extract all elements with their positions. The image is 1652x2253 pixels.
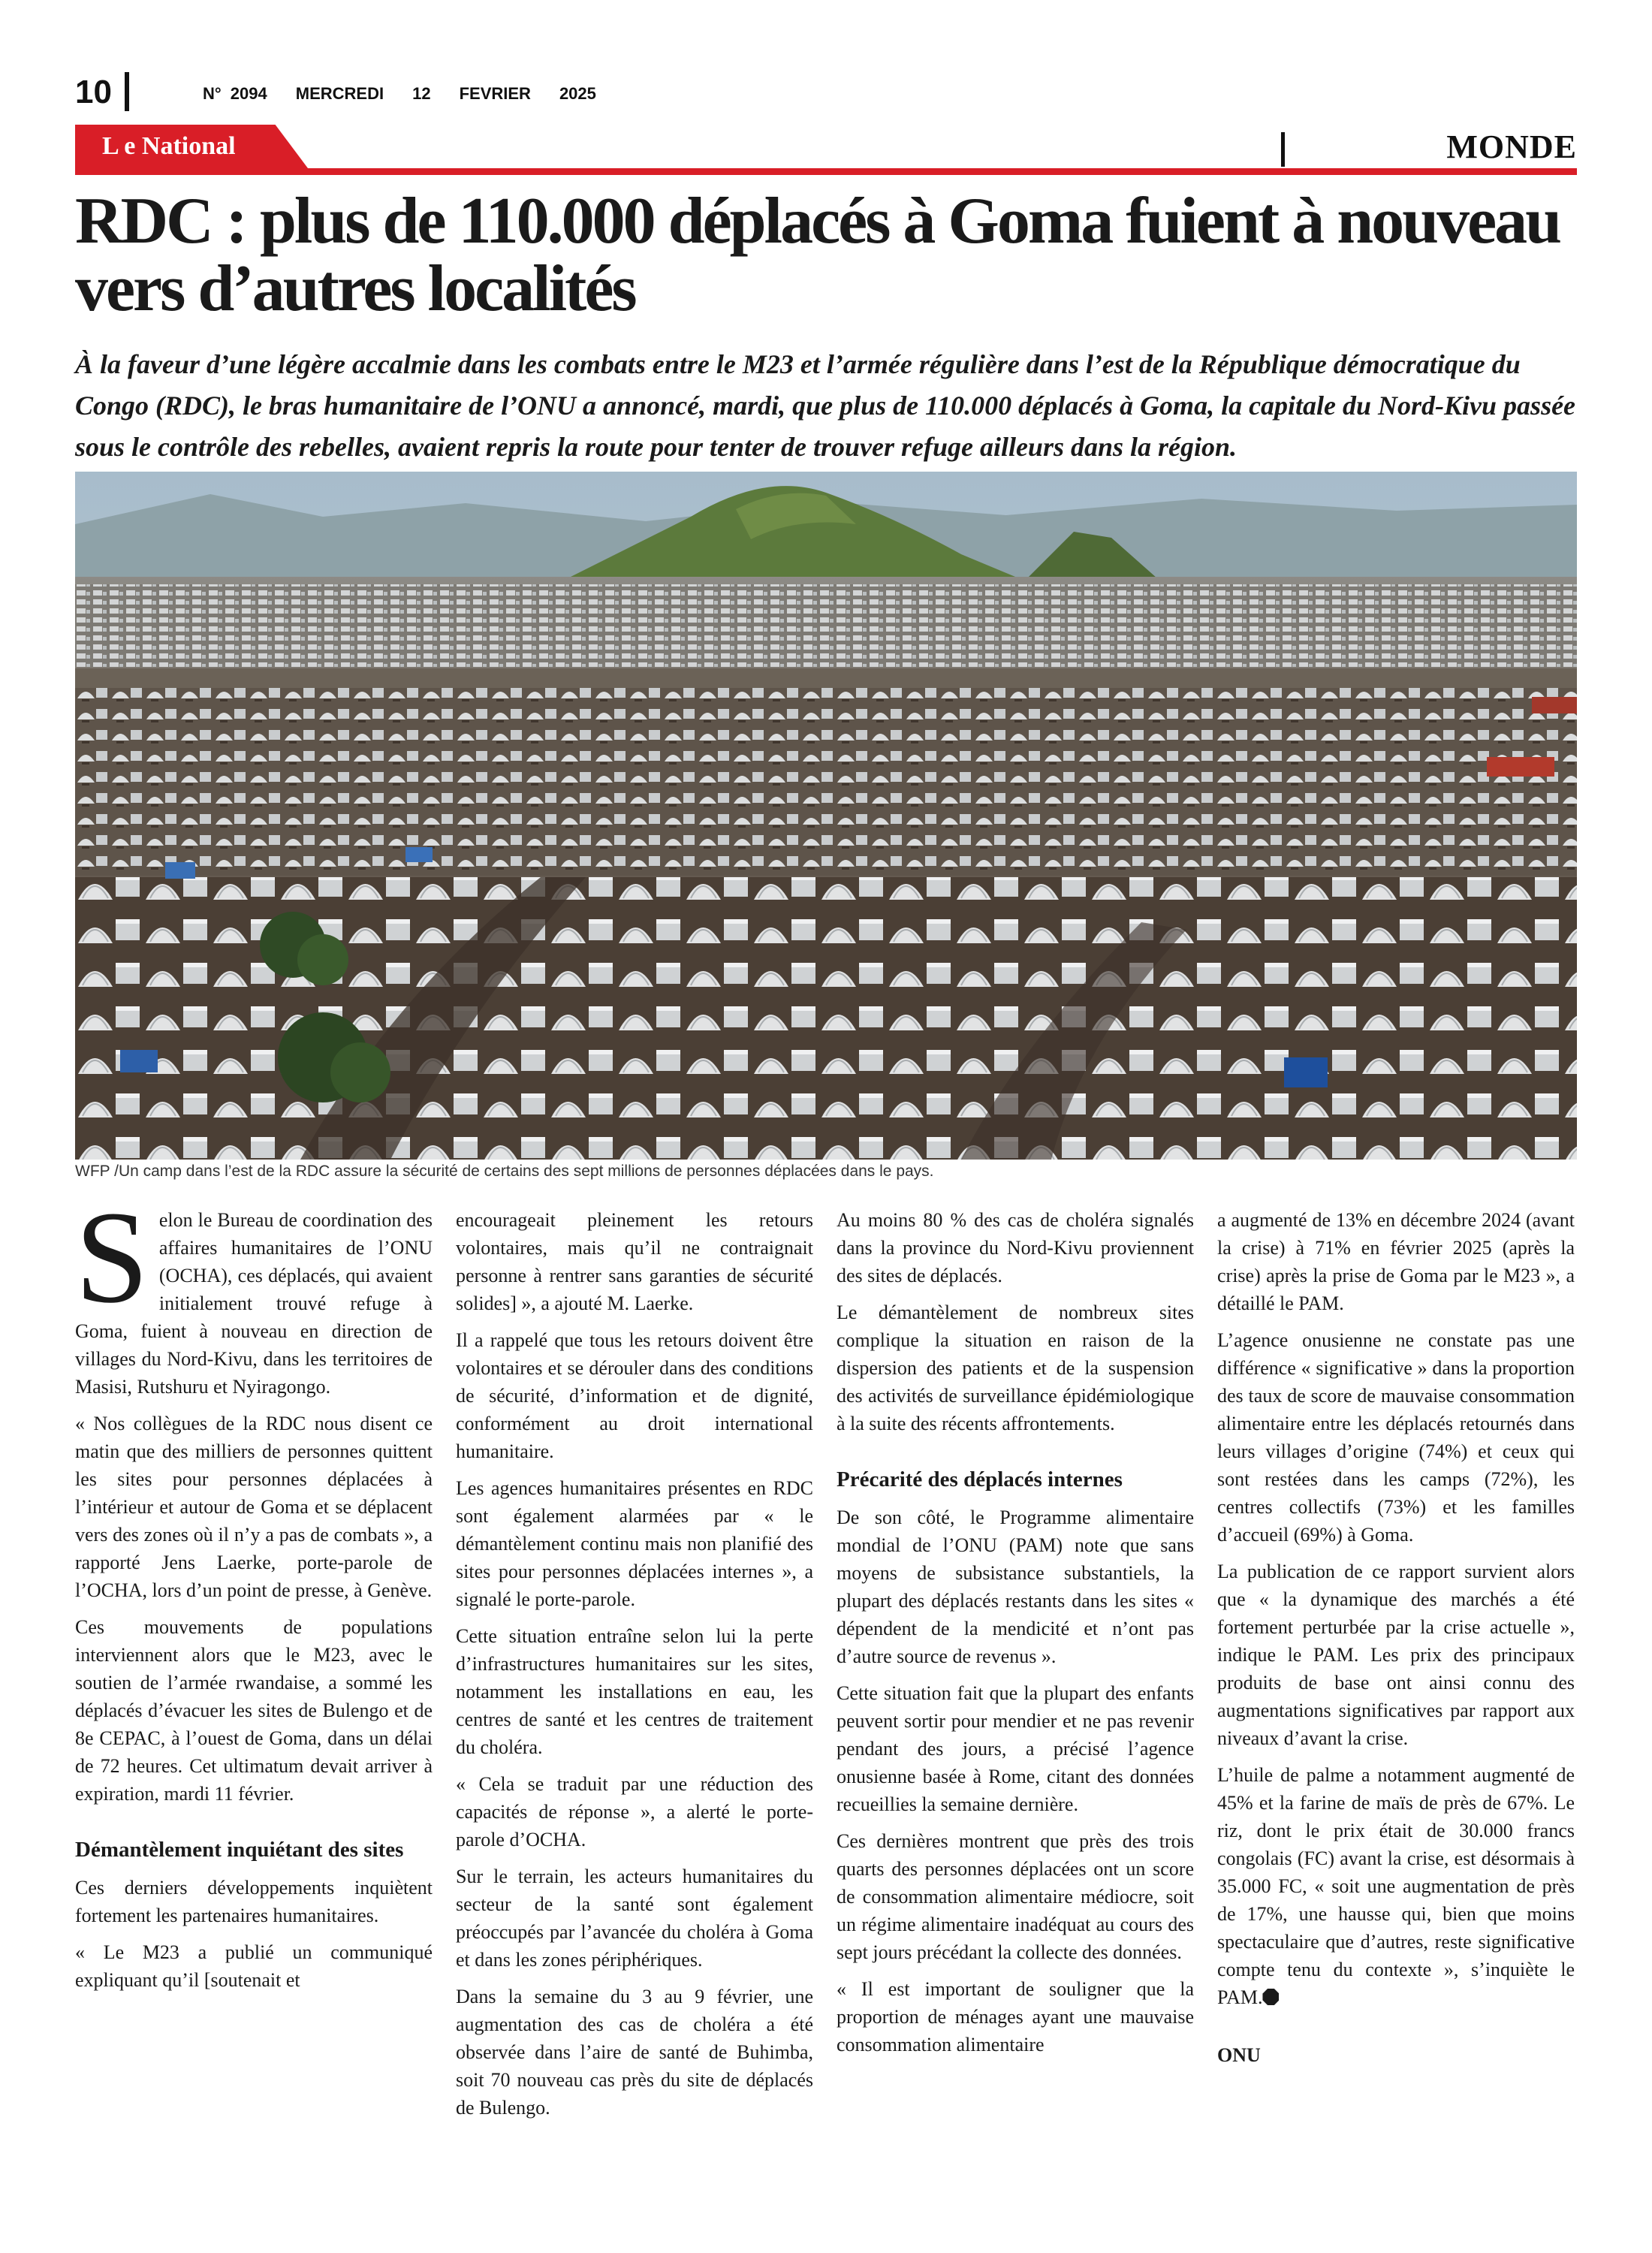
paragraph: L’agence onusienne ne constate pas une différence « significative » dans la proportion des taux de score de mauvaise consommation alimentaire entre les déplacés retournés dans leurs villages d’origine (74%) et ceux qui sont restées dans les camps (72%), les centres collectifs (73%) et les familles d’accueil (69%) à Goma. — [1217, 1329, 1575, 1546]
section-divider — [1281, 132, 1285, 167]
issue-day: 12 — [412, 84, 431, 103]
section-label: MONDE — [1446, 128, 1577, 165]
paragraph — [1217, 1761, 1575, 2011]
subheading: Démantèlement inquiétant des sites — [75, 1838, 404, 1862]
article-column-3 — [837, 1206, 1194, 2068]
paragraph-text: elon le Bureau de coordination des affaires humanitaires de l’ONU (OCHA), ces déplacés, qui avaient initialement trouvé refuge à Goma, fuient à nouveau en direction de villages du Nord-Kivu, dans les territoires de Masisi, Rutshuru et Nyiragongo. — [75, 1209, 433, 1398]
paragraph: Au moins 80 % des cas de choléra signalés dans la province du Nord-Kivu proviennent des sites de déplacés. — [837, 1209, 1194, 1286]
paragraph: Il a rappelé que tous les retours doivent être volontaires et se dérouler dans des conditions de sécurité, d’information et de dignité, conformément au droit international humanitaire. — [456, 1329, 813, 1462]
drop-cap: S — [75, 1184, 149, 1331]
paragraph: « Le M23 a publié un communiqué expliquant qu’il [soutenait et — [75, 1941, 433, 1991]
paragraph: Ces derniers développements inquiètent fortement les partenaires humanitaires. — [75, 1877, 433, 1926]
issue-line — [203, 84, 625, 104]
article-column-2 — [456, 1206, 813, 2131]
issue-month: FEVRIER — [459, 84, 531, 103]
paragraph: « Cela se traduit par une réduction des capacités de réponse », a alerté le porte-parole d’OCHA. — [456, 1773, 813, 1850]
subheading: Précarité des déplacés internes — [837, 1467, 1123, 1491]
paragraph: Les agences humanitaires présentes en RDC sont également alarmées par « le démantèlement continu mais non planifié des sites pour personnes déplacées internes », a signalé le porte-parole. — [456, 1477, 813, 1610]
paragraph: De son côté, le Programme alimentaire mondial de l’ONU (PAM) note que sans moyens de subsistance substantiels, la plupart des déplacés restants dans les sites « dépendent de la mendicité et n’ont pas d’autre source de revenus ». — [837, 1507, 1194, 1667]
paragraph: a augmenté de 13% en décembre 2024 (avant la crise) à 71% en février 2025 (après la crise) après la prise de Goma par le M23 », a détaillé le PAM. — [1217, 1209, 1575, 1314]
paragraph: « Nos collègues de la RDC nous disent ce matin que des milliers de personnes quittent les sites pour personnes déplacées à l’intérieur et autour de Goma et se déplacent vers des zones où il n’y a pas de combats », a rapporté Jens Laerke, porte-parole de l’OCHA, lors d’un point de presse, à Genève. — [75, 1413, 433, 1601]
header-rule — [75, 168, 1577, 175]
article-headline: RDC : plus de 110.000 déplacés à Goma fuient à nouveau vers d’autres localités — [75, 185, 1560, 325]
article-signature: ONU — [1217, 2044, 1261, 2066]
end-of-article-icon — [1262, 1989, 1279, 2005]
page-number: 10 — [75, 74, 112, 110]
paragraph-text: L’huile de palme a notamment augmenté de 45% et la farine de maïs de près de 67%. Le riz, dont le prix était de 30.000 francs congolais (FC) avant la crise, est désormais à 35.000 FC, « soit une augmentation de près de 17%, une hausse qui, bien que moins spectaculaire que d’autres, reste significative compte tenu du contexte », s’inquiète le PAM. — [1217, 1764, 1575, 2008]
paragraph: Ces mouvements de populations interviennent alors que le M23, avec le soutien de l’armée rwandaise, a sommé les déplacés d’évacuer les sites de Bulengo et de 8e CEPAC, à l’ouest de Goma, dans un délai de 72 heures. Cet ultimatum devait arriver à expiration, mardi 11 février. — [75, 1616, 433, 1805]
paragraph: Le démantèlement de nombreux sites complique la situation en raison de la dispersion des patients et de la suspension des activités de surveillance épidémiologique à la suite des récents affrontements. — [837, 1301, 1194, 1434]
article-column-4 — [1217, 1206, 1575, 2078]
article-column-1 — [75, 1184, 433, 2003]
issue-weekday: MERCREDI — [295, 84, 384, 103]
paragraph: Cette situation entraîne selon lui la perte d’infrastructures humanitaires sur les sites, notamment les installations en eau, les centres de santé et les centres de traitement du choléra. — [456, 1625, 813, 1758]
issue-year: 2025 — [559, 84, 596, 103]
paragraph: Dans la semaine du 3 au 9 février, une augmentation des cas de choléra a été observée dans l’aire de santé de Buhimba, soit 70 nouveau cas près du site de déplacés de Bulengo. — [456, 1986, 813, 2119]
article-photo — [75, 472, 1577, 1160]
paragraph: La publication de ce rapport survient alors que « la dynamique des marchés a été fortement perturbée par la crise actuelle », indique le PAM. Les prix des principaux produits de base ont ainsi connu des augmentations significatives par rapport aux niveaux d’avant la crise. — [1217, 1561, 1575, 1749]
issue-number: N° 2094 — [203, 84, 267, 103]
folio-divider — [125, 72, 129, 111]
paragraph: Cette situation fait que la plupart des enfants peuvent sortir pour mendier et ne pas revenir pendant des jours, a précisé l’agence onusienne basée à Rome, citant des données recueillies la semaine dernière. — [837, 1682, 1194, 1815]
paragraph — [75, 1184, 433, 1401]
photo-caption: WFP /Un camp dans l’est de la RDC assure la sécurité de certains des sept millions de personnes déplacées dans le pays. — [75, 1163, 934, 1180]
article-lede: À la faveur d’une légère accalmie dans les combats entre le M23 et l’armée régulière dans l’est de la République démocratique du Congo (RDC), le bras humanitaire de l’ONU a annoncé, mardi, que plus de 110.000 déplacés à Goma, la capitale du Nord-Kivu passée sous le contrôle des rebelles, avaient repris la route pour tenter de trouver refuge ailleurs dans la région. — [75, 349, 1576, 462]
paragraph: encourageait pleinement les retours volontaires, mais qu’il ne contraignait personne à rentrer sans garanties de sécurité solides] », a ajouté M. Laerke. — [456, 1209, 813, 1314]
brand-name: L e National — [102, 132, 236, 160]
paragraph: « Il est important de souligner que la proportion de ménages ayant une mauvaise consommation alimentaire — [837, 1978, 1194, 2055]
paragraph: Sur le terrain, les acteurs humanitaires du secteur de la santé sont également préoccupés par l’avancée du choléra à Goma et dans les zones périphériques. — [456, 1865, 813, 1971]
paragraph: Ces dernières montrent que près des trois quarts des personnes déplacées ont un score de consommation alimentaire médiocre, soit un régime alimentaire inadéquat au cours des sept jours précédant la collecte des données. — [837, 1830, 1194, 1963]
